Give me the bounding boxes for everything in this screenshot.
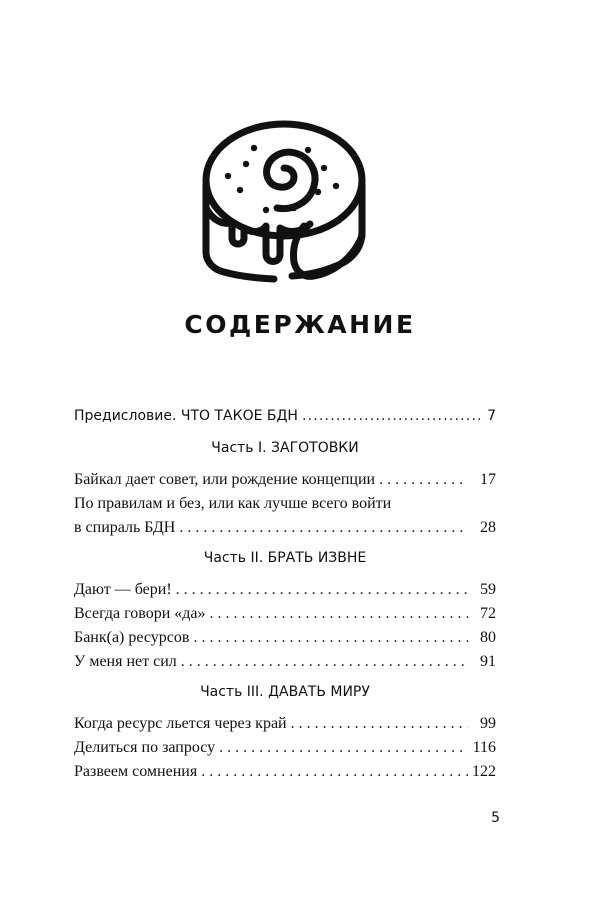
leader-dots — [201, 760, 468, 784]
toc-entry-page: 122 — [472, 763, 496, 780]
toc-entry[interactable] — [74, 468, 496, 492]
leader-dots — [302, 404, 483, 428]
toc-entry-label: Когда ресурс льется через край — [74, 715, 287, 732]
leader-dots — [291, 712, 468, 736]
toc-entry-label: в спираль БДН — [74, 519, 176, 536]
part-heading: Часть I. ЗАГОТОВКИ — [211, 440, 359, 456]
leader-dots — [181, 650, 468, 674]
leader-dots — [179, 516, 468, 540]
toc-entry[interactable] — [74, 712, 496, 736]
page-title: СОДЕРЖАНИЕ — [184, 310, 416, 339]
leader-dots — [210, 602, 469, 626]
toc-entry-page: 28 — [480, 519, 496, 536]
toc-entry-page: 91 — [480, 653, 496, 670]
toc-entry-page: 17 — [480, 471, 496, 488]
toc-entry-label: Всегда говори «да» — [74, 605, 206, 622]
toc-entry[interactable] — [74, 578, 496, 602]
cinnamon-roll-icon — [186, 112, 382, 298]
leader-dots — [193, 626, 468, 650]
toc-entry-page: 99 — [480, 715, 496, 732]
toc-entry[interactable] — [74, 602, 496, 626]
toc-entry-page: 116 — [472, 739, 496, 756]
toc-entry-page: 80 — [480, 629, 496, 646]
table-of-contents — [74, 404, 496, 784]
toc-entry-label: У меня нет сил — [74, 653, 177, 670]
leader-dots — [219, 736, 468, 760]
toc-entry-label: Предисловие. ЧТО ТАКОЕ БДН — [74, 408, 298, 424]
toc-entry-label-line[interactable]: По правилам и без, или как лучше всего войти — [74, 495, 392, 512]
toc-entry-preface[interactable] — [74, 404, 496, 428]
toc-entry-page: 7 — [487, 408, 496, 424]
leader-dots — [176, 578, 468, 602]
part-heading: Часть III. ДАВАТЬ МИРУ — [200, 684, 370, 700]
toc-entry[interactable] — [74, 626, 496, 650]
toc-entry-page: 59 — [480, 581, 496, 598]
toc-entry[interactable] — [74, 736, 496, 760]
toc-entry-page: 72 — [480, 605, 496, 622]
toc-entry-label: Банк(а) ресурсов — [74, 629, 190, 646]
toc-entry[interactable] — [74, 760, 496, 784]
toc-entry-label: Дают — бери! — [74, 581, 172, 598]
page-number: 5 — [491, 810, 500, 826]
toc-entry[interactable] — [74, 650, 496, 674]
toc-entry-label: Развеем сомнения — [74, 763, 198, 780]
toc-entry[interactable] — [74, 516, 496, 540]
toc-entry-label: Байкал дает совет, или рождение концепции — [74, 471, 376, 488]
part-heading: Часть II. БРАТЬ ИЗВНЕ — [203, 550, 367, 566]
leader-dots — [379, 468, 468, 492]
toc-entry-label: Делиться по запросу — [74, 739, 216, 756]
